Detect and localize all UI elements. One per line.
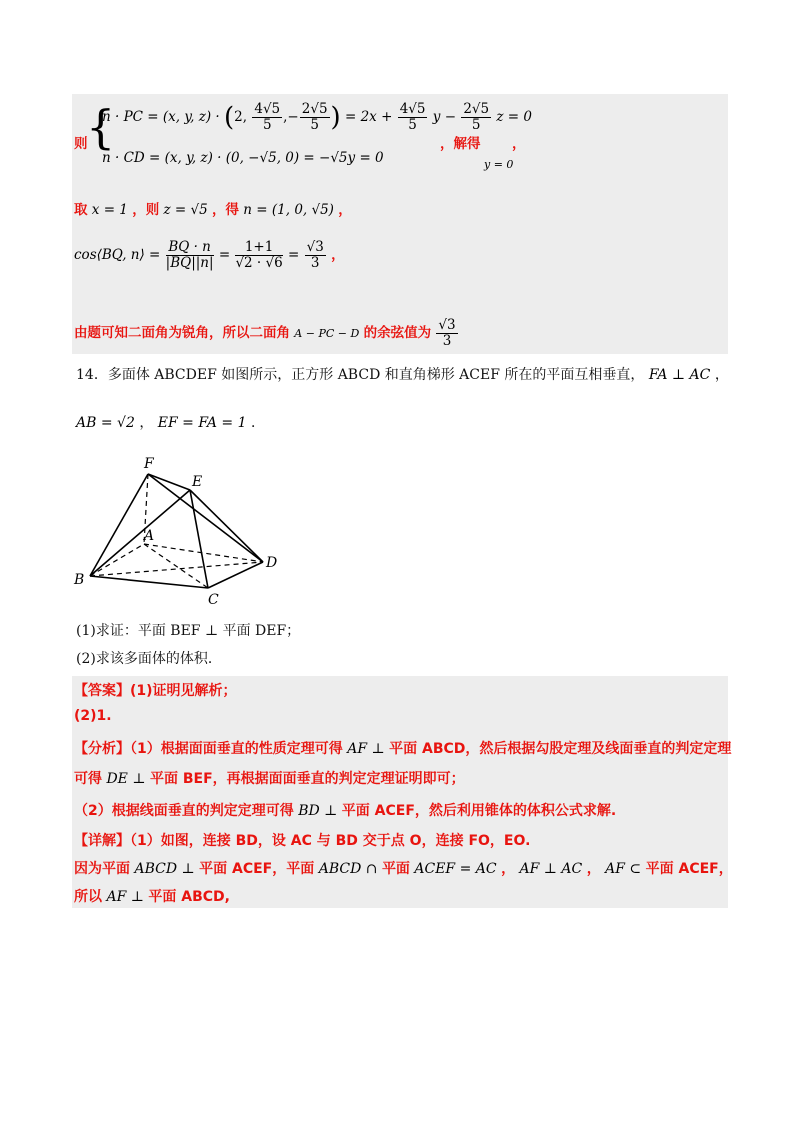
label-D: D xyxy=(266,555,278,571)
detail-line-2: 因为平面 ABCD ⊥ 平面 ACEF，平面 ABCD ∩ 平面 ACEF = AC ， AF ⊥ AC ， AF ⊂ 平面 ACEF， xyxy=(74,861,733,877)
answer-panel xyxy=(72,676,733,908)
solution-panel xyxy=(72,94,728,354)
system-brace: { xyxy=(86,100,116,154)
question-2: (2)求该多面体的体积． xyxy=(76,651,222,667)
choose-x-line: 取 x = 1 ，则 z = √5 ，得 n = (1, 0, √5) ， xyxy=(74,202,352,218)
analysis-line-2: 可得 DE ⊥ 平面 BEF，再根据面面垂直的判定定理证明即可； xyxy=(74,771,465,787)
conclusion-line: 由题可知二面角为锐角，所以二面角 A − PC − D 的余弦值为 $\frac{√3}{3}$ xyxy=(74,317,456,349)
ze-label: 则 xyxy=(74,136,88,152)
equation-2: n · CD = (x, y, z) · (0, −√5, 0) = −√5y = 0 xyxy=(102,150,384,166)
detail-line-3: 所以 AF ⊥ 平面 ABCD, xyxy=(74,889,230,905)
comma-1: ， xyxy=(512,136,526,152)
polyhedron-figure xyxy=(60,448,300,618)
answer-line-2: (2)1. xyxy=(74,708,112,724)
label-E: E xyxy=(192,474,203,490)
jiede-label: ，解得 xyxy=(440,136,481,152)
label-F: F xyxy=(144,456,154,472)
label-A: A xyxy=(144,528,155,544)
label-C: C xyxy=(208,592,219,608)
question-1: (1)求证：平面 BEF ⊥ 平面 DEF； xyxy=(76,623,301,639)
cosine-line: cos⟨BQ, n⟩ = $\frac{BQ \cdot n}{|BQ||n|}$ = $\frac{1+1}{√2 \cdot √6}$ = $\frac{√3}{3}$ ， xyxy=(74,239,345,271)
label-B: B xyxy=(74,572,85,588)
problem-14-line-1: 14．多面体 ABCDEF 如图所示，正方形 ABCD 和直角梯形 ACEF 所在的平面互相垂直， FA ⊥ AC ， xyxy=(76,367,729,383)
y-zero: y = 0 xyxy=(484,158,514,171)
detail-line-1: 【详解】（1）如图，连接 BD，设 AC 与 BD 交于点 O，连接 FO，EO. xyxy=(74,833,531,849)
problem-14-line-2: AB = √2 ， EF = FA = 1 ． xyxy=(76,415,265,431)
answer-line-1: 【答案】(1)证明见解析； xyxy=(74,683,237,699)
equation-1: n · PC = (x, y, z) · (2, $\frac{4√5}{5}$ ,− $\frac{2√5}{5}$ ) = 2x + $\frac{4√5}{5}$ y − $\frac{2√5}{5}$ z = 0 xyxy=(102,101,532,133)
analysis-line-1: 【分析】（1）根据面面垂直的性质定理可得 AF ⊥ 平面 ABCD，然后根据勾股定理及线面垂直的判定定理 xyxy=(74,741,732,757)
analysis-line-3: （2）根据线面垂直的判定定理可得 BD ⊥ 平面 ACEF，然后利用锥体的体积公式求解. xyxy=(74,803,617,819)
